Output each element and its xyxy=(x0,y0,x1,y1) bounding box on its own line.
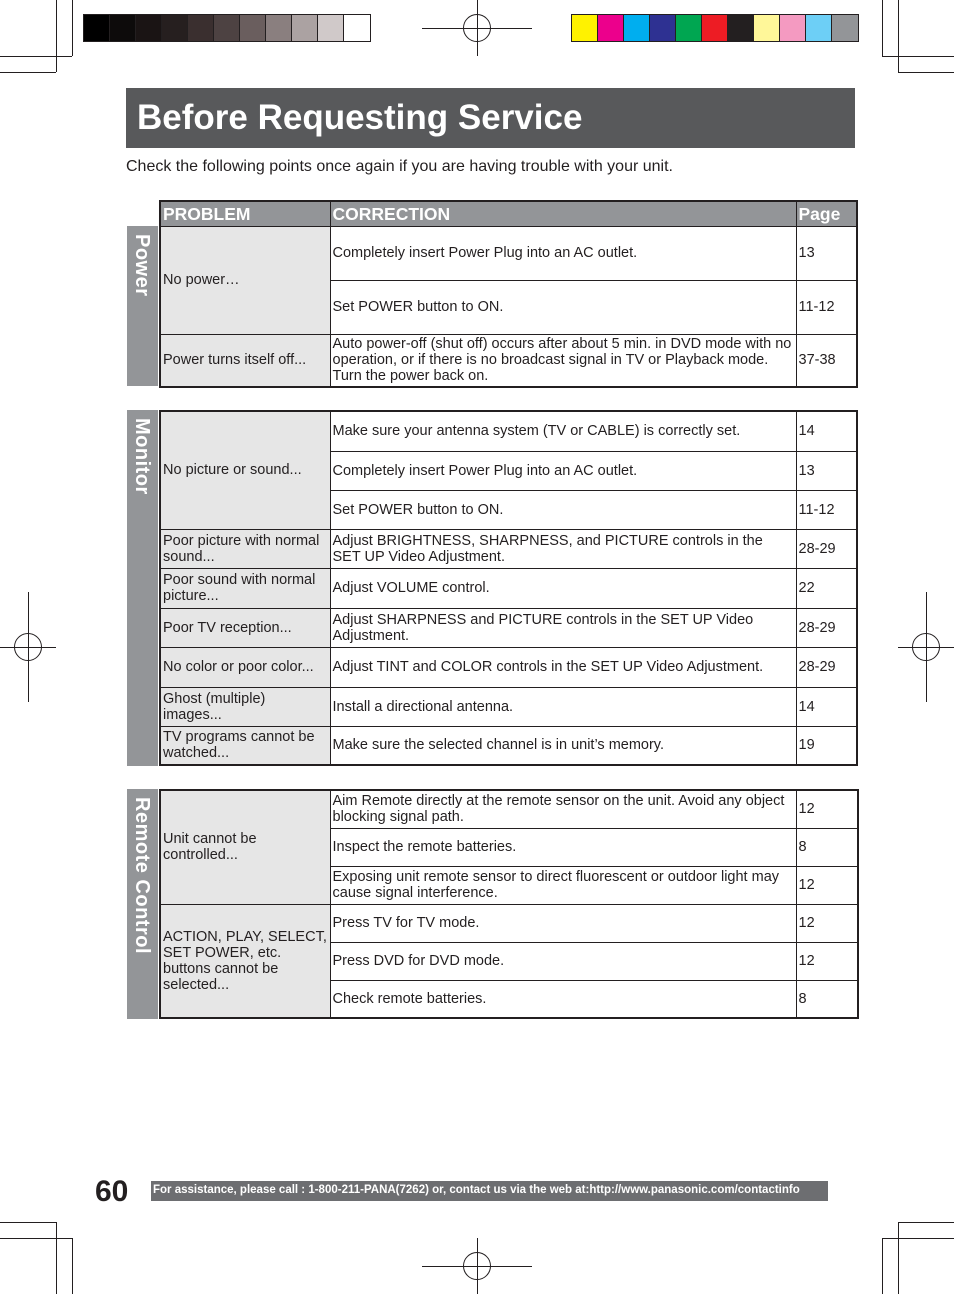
color-swatch xyxy=(598,15,624,41)
correction-cell: Check remote batteries. xyxy=(330,980,796,1018)
page-number: 60 xyxy=(95,1175,129,1208)
assistance-text: For assistance, please call : 1-800-211-PANA(7262) or, contact us via the web at:http://www.panasonic.com/contactinfo xyxy=(153,1184,800,1196)
page-cell: 13 xyxy=(796,226,857,280)
gray-swatch xyxy=(214,15,240,41)
page-cell: 22 xyxy=(796,568,857,608)
problem-cell: Poor sound with normal picture... xyxy=(160,568,330,608)
correction-cell: Press DVD for DVD mode. xyxy=(330,942,796,980)
gray-swatch xyxy=(162,15,188,41)
section-label: Power xyxy=(131,234,153,297)
page-cell: 13 xyxy=(796,451,857,490)
section-tab-monitor xyxy=(127,410,158,766)
problem-cell: No color or poor color... xyxy=(160,647,330,687)
correction-cell: Adjust SHARPNESS and PICTURE controls in the SET UP Video Adjustment. xyxy=(330,608,796,647)
page-cell: 37-38 xyxy=(796,334,857,387)
color-swatch xyxy=(728,15,754,41)
gray-swatch xyxy=(84,15,110,41)
section-tab-power xyxy=(127,226,158,386)
correction-cell: Set POWER button to ON. xyxy=(330,490,796,529)
correction-cell: Set POWER button to ON. xyxy=(330,280,796,334)
page-cell: 11-12 xyxy=(796,280,857,334)
color-swatch xyxy=(832,15,858,41)
color-swatch xyxy=(624,15,650,41)
table-header-row xyxy=(160,201,857,226)
color-swatch xyxy=(676,15,702,41)
correction-cell: Adjust VOLUME control. xyxy=(330,568,796,608)
table-row xyxy=(160,790,858,828)
table-row xyxy=(160,226,857,280)
correction-cell: Completely insert Power Plug into an AC outlet. xyxy=(330,451,796,490)
problem-cell: Poor picture with normal sound... xyxy=(160,529,330,568)
problem-cell: Power turns itself off... xyxy=(160,334,330,387)
page-cell: 14 xyxy=(796,687,857,726)
page-cell: 19 xyxy=(796,726,857,765)
header-page: Page xyxy=(796,201,857,226)
gray-swatch xyxy=(318,15,344,41)
section-label: Remote Control xyxy=(131,797,153,954)
header-problem: PROBLEM xyxy=(160,201,330,226)
table-row xyxy=(160,411,857,451)
table-row xyxy=(160,568,857,608)
gray-swatch xyxy=(110,15,136,41)
page-title: Before Requesting Service xyxy=(137,98,583,137)
page-cell: 28-29 xyxy=(796,647,857,687)
table-row xyxy=(160,904,858,942)
gray-swatch xyxy=(188,15,214,41)
correction-cell: Install a directional antenna. xyxy=(330,687,796,726)
table-row xyxy=(160,608,857,647)
color-swatch xyxy=(572,15,598,41)
page-cell: 12 xyxy=(796,790,858,828)
problem-cell: Unit cannot be controlled... xyxy=(160,790,330,904)
color-swatch xyxy=(780,15,806,41)
footer-bar xyxy=(151,1181,828,1201)
color-swatch xyxy=(702,15,728,41)
gray-swatch-strip xyxy=(83,14,371,42)
page-cell: 28-29 xyxy=(796,608,857,647)
problem-cell: ACTION, PLAY, SELECT, SET POWER, etc. buttons cannot be selected... xyxy=(160,904,330,1018)
gray-swatch xyxy=(240,15,266,41)
problem-cell: No picture or sound... xyxy=(160,411,330,529)
gray-swatch xyxy=(136,15,162,41)
header-correction: CORRECTION xyxy=(330,201,796,226)
intro-text: Check the following points once again if you are having trouble with your unit. xyxy=(126,158,673,175)
page-cell: 8 xyxy=(796,828,858,866)
power-table xyxy=(159,200,858,388)
table-row xyxy=(160,334,857,387)
problem-cell: TV programs cannot be watched... xyxy=(160,726,330,765)
correction-cell: Exposing unit remote sensor to direct fluorescent or outdoor light may cause signal interference. xyxy=(330,866,796,904)
section-label: Monitor xyxy=(131,418,153,495)
table-row xyxy=(160,726,857,765)
correction-cell: Press TV for TV mode. xyxy=(330,904,796,942)
correction-cell: Adjust TINT and COLOR controls in the SET UP Video Adjustment. xyxy=(330,647,796,687)
page-cell: 12 xyxy=(796,942,858,980)
color-swatch-strip xyxy=(571,14,859,42)
correction-cell: Aim Remote directly at the remote sensor on the unit. Avoid any object blocking signal path. xyxy=(330,790,796,828)
page-cell: 12 xyxy=(796,866,858,904)
gray-swatch xyxy=(344,15,370,41)
problem-cell: No power… xyxy=(160,226,330,334)
correction-cell: Make sure the selected channel is in unit’s memory. xyxy=(330,726,796,765)
gray-swatch xyxy=(266,15,292,41)
title-bar xyxy=(126,88,855,148)
page-cell: 11-12 xyxy=(796,490,857,529)
page-cell: 8 xyxy=(796,980,858,1018)
color-swatch xyxy=(650,15,676,41)
color-swatch xyxy=(754,15,780,41)
section-tab-remote-control xyxy=(127,789,158,1019)
table-row xyxy=(160,647,857,687)
remote-control-table xyxy=(159,789,859,1019)
page-cell: 28-29 xyxy=(796,529,857,568)
page-cell: 12 xyxy=(796,904,858,942)
table-row xyxy=(160,529,857,568)
page-cell: 14 xyxy=(796,411,857,451)
problem-cell: Ghost (multiple) images... xyxy=(160,687,330,726)
correction-cell: Inspect the remote batteries. xyxy=(330,828,796,866)
correction-cell: Auto power-off (shut off) occurs after about 5 min. in DVD mode with no operation, or if there is no broadcast signal in TV or Playback mode. Turn the power back on. xyxy=(330,334,796,387)
monitor-table xyxy=(159,410,858,766)
correction-cell: Make sure your antenna system (TV or CABLE) is correctly set. xyxy=(330,411,796,451)
table-row xyxy=(160,687,857,726)
gray-swatch xyxy=(292,15,318,41)
correction-cell: Adjust BRIGHTNESS, SHARPNESS, and PICTURE controls in the SET UP Video Adjustment. xyxy=(330,529,796,568)
color-swatch xyxy=(806,15,832,41)
problem-cell: Poor TV reception... xyxy=(160,608,330,647)
correction-cell: Completely insert Power Plug into an AC outlet. xyxy=(330,226,796,280)
